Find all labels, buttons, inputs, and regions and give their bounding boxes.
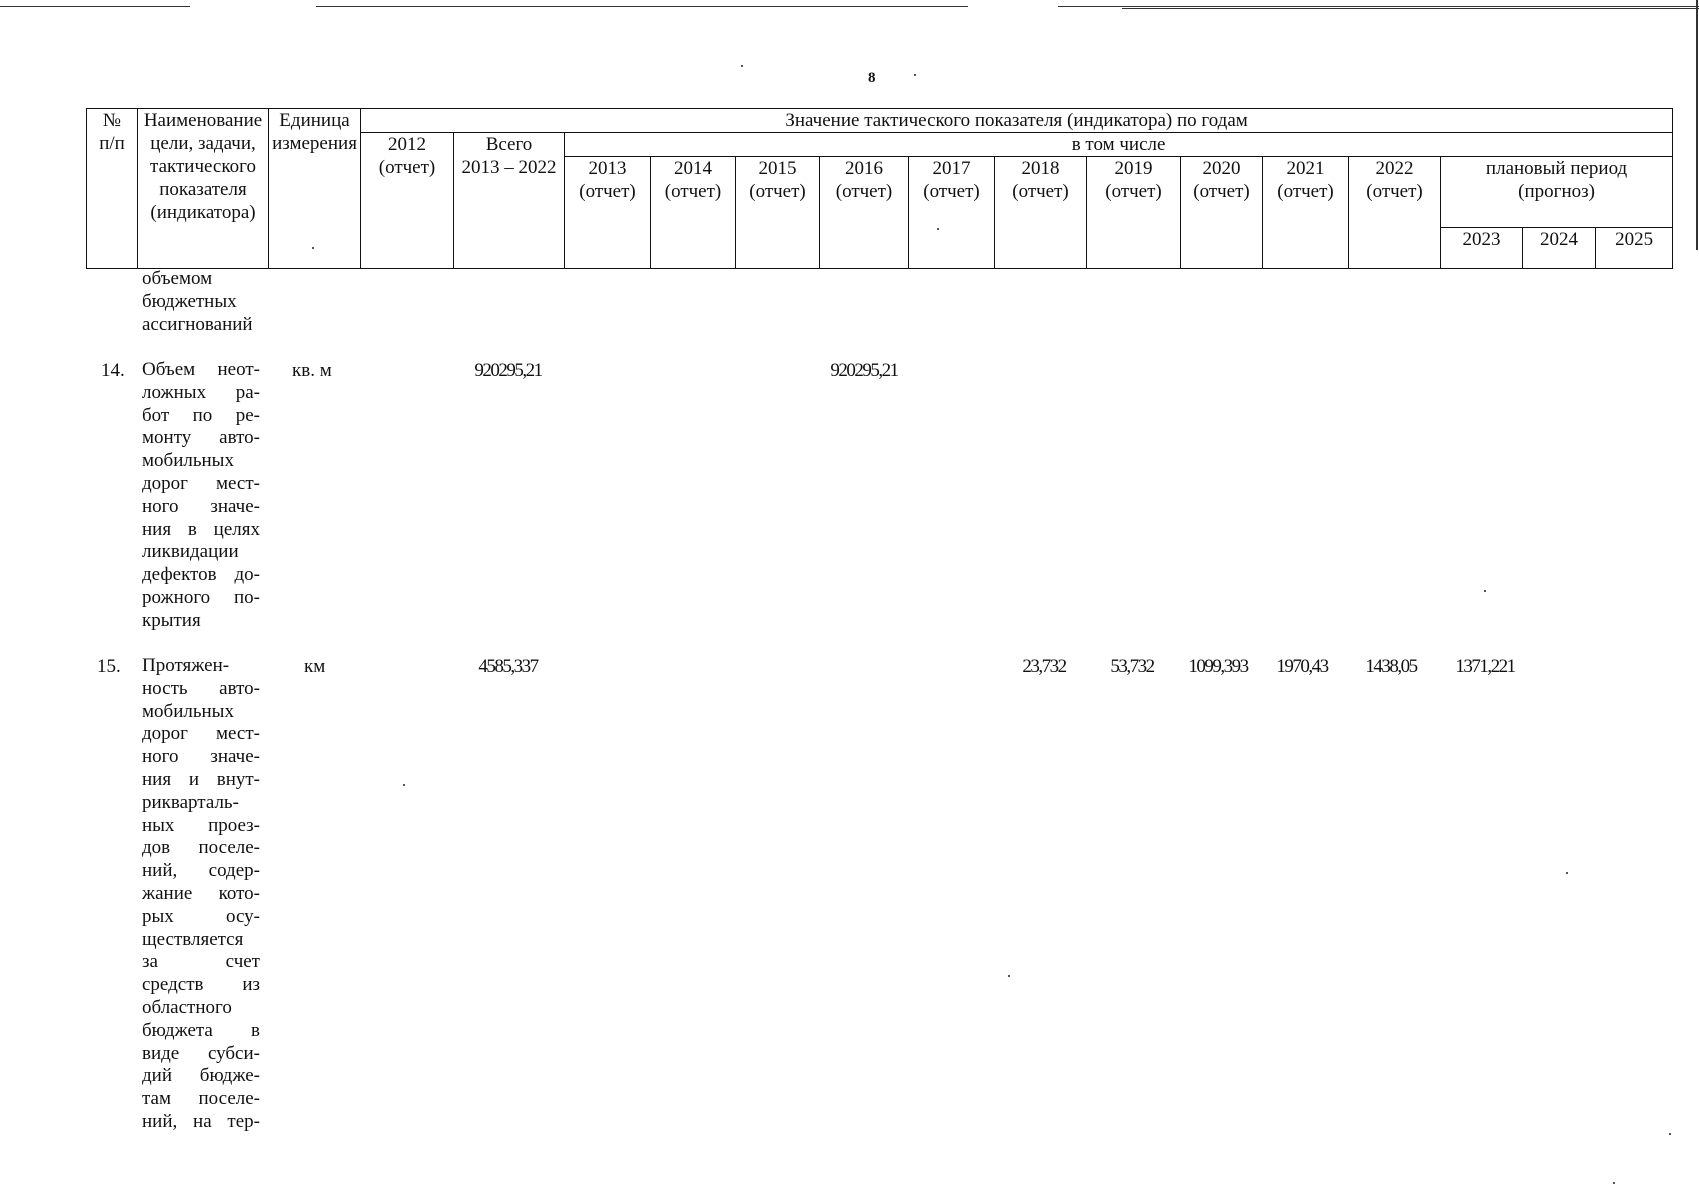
name-line: дов поселе- — [142, 837, 260, 859]
name-line: ний, содер- — [142, 860, 260, 882]
header-plan-year-cell — [1441, 228, 1523, 269]
name-line: дефектов до- — [142, 564, 260, 586]
header-incl: в том числе — [1071, 134, 1166, 155]
header-name-line: тактического — [150, 156, 256, 177]
name-line: ных проез- — [142, 814, 260, 836]
continuation-line: бюджетных — [142, 290, 237, 312]
header-year-cell — [651, 157, 736, 269]
cell-total: 4585,337 — [478, 656, 538, 677]
name-line: Объем неот- — [142, 359, 260, 380]
scan-speck — [1566, 872, 1568, 874]
name-line: рых осу- — [142, 905, 260, 927]
header-num-cell — [87, 109, 138, 269]
header-year-note: (отчет) — [1193, 181, 1250, 202]
header-unit-cell — [269, 109, 361, 269]
scan-line — [0, 6, 190, 7]
row-indicator-name — [142, 359, 260, 633]
header-year: 2013 — [588, 158, 627, 179]
header-year: 2017 — [932, 158, 971, 179]
name-line: виде субси- — [142, 1042, 260, 1064]
header-year-note: (отчет) — [1012, 181, 1069, 202]
row-number: 14. — [101, 360, 125, 381]
header-year-note: (отчет) — [749, 181, 806, 202]
page-number: 8 — [868, 70, 876, 86]
header-year-cell — [736, 157, 820, 269]
cell-2022: 1438,05 — [1365, 656, 1417, 677]
header-year-note: (отчет) — [579, 181, 636, 202]
header-year-note: (отчет) — [835, 181, 893, 202]
row-unit: кв. м — [292, 360, 332, 381]
name-line: ного значе- — [142, 495, 260, 517]
header-total-cell — [454, 133, 565, 269]
continuation-line: объемом — [142, 268, 213, 289]
cell-2021: 1970,43 — [1276, 656, 1328, 677]
name-line: ность авто- — [142, 677, 260, 699]
name-line: мобильных — [142, 450, 234, 472]
header-plan-year-cell — [1596, 228, 1673, 269]
name-line: ложных ра- — [142, 381, 260, 403]
name-line: Протяжен- — [142, 655, 230, 676]
header-name-line: (индикатора) — [150, 202, 256, 223]
header-year: 2016 — [845, 158, 883, 179]
header-year-note: (отчет) — [1277, 181, 1334, 202]
header-year-note: (отчет) — [1105, 181, 1162, 202]
header-year-note: (отчет) — [664, 181, 722, 202]
header-plan-line: (прогноз) — [1518, 181, 1595, 202]
continuation-line: ассигнований — [142, 313, 253, 335]
header-title: Значение тактического показателя (индикатора) по годам — [785, 110, 1248, 131]
scan-line — [316, 6, 968, 7]
name-line: рожного по- — [142, 586, 260, 608]
header-2012-cell — [361, 133, 454, 269]
name-line: дорог мест- — [142, 472, 260, 494]
scan-speck — [1008, 975, 1010, 977]
name-line: ния и внут- — [142, 768, 260, 790]
header-year: 2021 — [1286, 158, 1325, 179]
name-line: ния в целях — [142, 518, 260, 540]
name-line: там поселе- — [142, 1088, 260, 1110]
header-unit-line: измерения — [272, 133, 357, 154]
scan-line — [1696, 0, 1698, 250]
name-line: средств из — [142, 974, 260, 996]
header-year: 2020 — [1202, 158, 1241, 179]
name-line: рикварталь- — [142, 791, 239, 813]
scan-speck — [1613, 1182, 1615, 1184]
scan-speck — [741, 65, 743, 67]
name-line: монту авто- — [142, 427, 260, 449]
cell-2020: 1099,393 — [1188, 656, 1248, 677]
indicator-table-header — [86, 108, 1673, 269]
name-line: за счет — [142, 951, 260, 973]
scan-line — [1058, 6, 1699, 7]
header-plan-year: 2025 — [1615, 229, 1654, 250]
name-line: дорог мест- — [142, 723, 260, 745]
header-year: 2014 — [674, 158, 712, 179]
row-indicator-name — [142, 655, 260, 1134]
scan-speck — [914, 74, 916, 76]
header-year-cell — [909, 157, 995, 269]
header-year: 2022 — [1375, 158, 1414, 179]
header-year-cell — [1263, 157, 1349, 269]
scan-speck — [1669, 1133, 1671, 1135]
name-line: бот по ре- — [142, 404, 260, 426]
header-name-line: цели, задачи, — [150, 133, 256, 154]
cell-2023: 1371,221 — [1455, 656, 1515, 677]
header-plan-year: 2024 — [1540, 229, 1578, 250]
header-2012-note: (отчет) — [378, 157, 436, 178]
name-line: бюджета в — [142, 1019, 260, 1041]
scan-speck — [312, 247, 314, 249]
header-name-line: Наименование — [143, 110, 263, 131]
scan-line — [1122, 8, 1699, 9]
name-line: ществляется — [142, 928, 244, 950]
row-unit: км — [304, 656, 326, 677]
header-plan-year-cell — [1523, 228, 1596, 269]
name-line: жание кото- — [142, 882, 260, 904]
header-year: 2018 — [1021, 158, 1060, 179]
name-line: мобильных — [142, 700, 234, 722]
scan-speck — [937, 228, 939, 230]
header-num-line: № — [102, 110, 122, 131]
name-line: ного значе- — [142, 746, 260, 768]
cell-2019: 53,732 — [1110, 656, 1154, 677]
header-year-cell — [565, 157, 651, 269]
header-year-cell — [995, 157, 1087, 269]
header-name-line: показателя — [159, 179, 247, 200]
header-year: 2019 — [1114, 158, 1153, 179]
header-2012-year: 2012 — [388, 134, 426, 155]
name-line: дий бюдже- — [142, 1065, 260, 1087]
cell-2018: 23,732 — [1022, 656, 1066, 677]
name-line: крытия — [142, 609, 201, 631]
header-year-cell — [1087, 157, 1181, 269]
header-unit-line: Единица — [279, 110, 350, 131]
scan-speck — [403, 784, 405, 786]
header-year: 2015 — [758, 158, 797, 179]
header-num-line: п/п — [99, 133, 125, 154]
header-year-cell — [820, 157, 909, 269]
header-year-cell — [1349, 157, 1441, 269]
header-total-line: 2013 – 2022 — [461, 157, 557, 178]
name-line: ний, на тер- — [142, 1110, 260, 1132]
header-incl-cell — [565, 133, 1673, 157]
continuation-text — [142, 268, 260, 336]
name-line: областного — [142, 996, 232, 1018]
header-plan-year: 2023 — [1462, 229, 1501, 250]
header-plan-cell — [1441, 157, 1673, 228]
header-year-note: (отчет) — [923, 181, 980, 202]
cell-total: 920295,21 — [474, 360, 542, 381]
name-line: ликвидации — [142, 541, 239, 563]
scan-speck — [1484, 590, 1486, 592]
header-title-cell — [361, 109, 1673, 133]
header-year-cell — [1181, 157, 1263, 269]
row-number: 15. — [97, 656, 121, 677]
header-year-note: (отчет) — [1366, 181, 1423, 202]
cell-2016: 920295,21 — [830, 360, 898, 381]
header-name-cell — [138, 109, 269, 269]
header-total-line: Всего — [485, 134, 533, 155]
header-plan-line: плановый период — [1485, 158, 1628, 179]
